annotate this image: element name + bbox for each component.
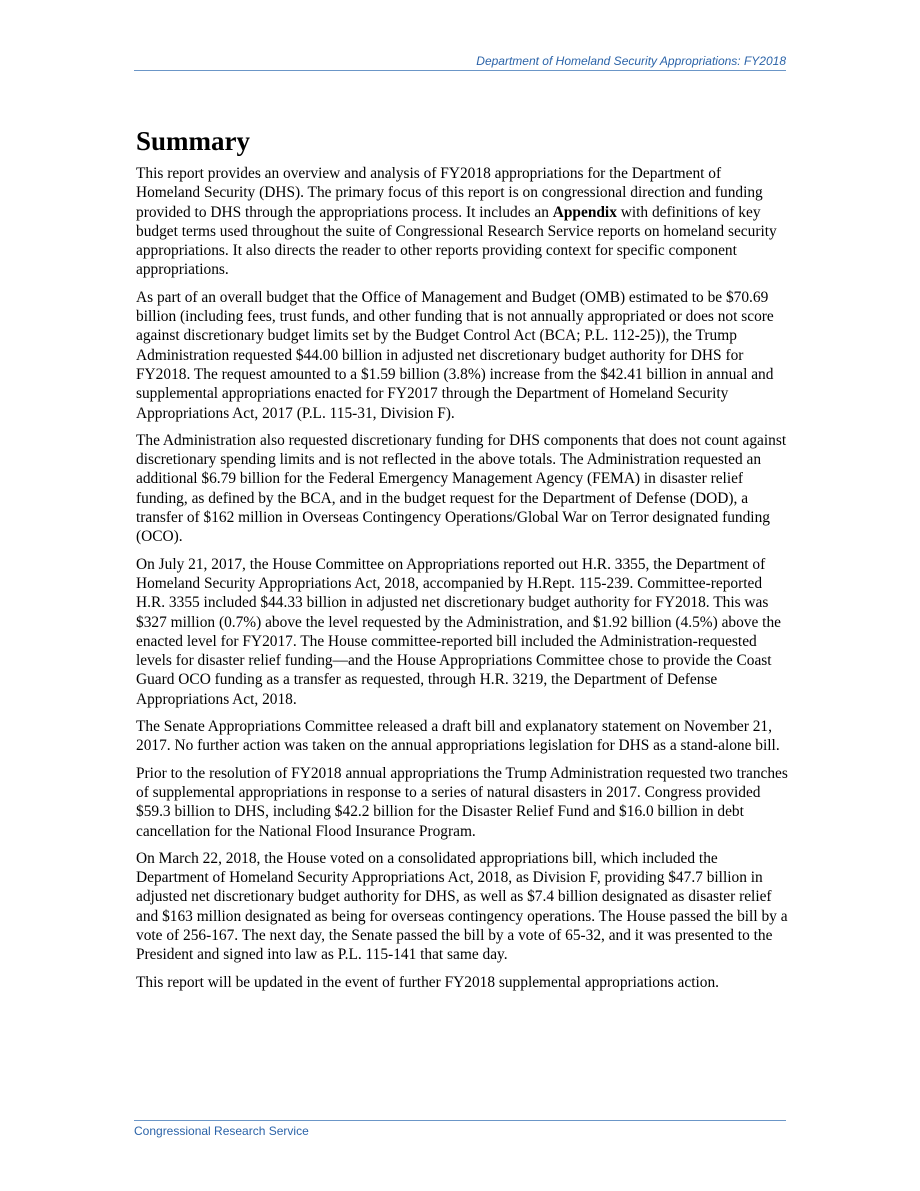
paragraph-overview xyxy=(136,164,788,280)
paragraph-supplemental: Prior to the resolution of FY2018 annual appropriations the Trump Administration requested two tranches of supplemental appropriations in response to a series of natural disasters in 2017. Congress provided $59.3 billion to DHS, including $42.2 billion for the Disaster Relief Fund and $16.0 billion in debt cancellation for the National Flood Insurance Program. xyxy=(136,764,788,840)
running-header-title: Department of Homeland Security Appropriations: FY2018 xyxy=(476,54,786,68)
appendix-reference: Appendix xyxy=(552,203,617,221)
paragraph-update-note: This report will be updated in the event of further FY2018 supplemental appropriations action. xyxy=(136,973,719,991)
paragraph-budget-request: As part of an overall budget that the Office of Management and Budget (OMB) estimated to be $70.69 billion (including fees, trust funds, and other funding that is not annually appropriated or does not score against discretionary budget limits set by the Budget Control Act (BCA; P.L. 112-25)), the Trump Administration requested $44.00 billion in adjusted net discretionary budget authority for DHS for FY2018. The request amounted to a $1.59 billion (3.8%) increase from the $42.41 billion in annual and supplemental appropriations enacted for FY2017 through the Department of Homeland Security Appropriations Act, 2017 (P.L. 115-31, Division F). xyxy=(136,288,774,422)
section-heading: Summary xyxy=(136,126,250,156)
summary-section xyxy=(136,124,788,1000)
paragraph-overview-text-end: with definitions of key budget terms used throughout the suite of Congressional Research Service reports on homeland security appropriations. It also directs the reader to other reports providing context for specific component appropriations. xyxy=(136,203,777,279)
running-header xyxy=(134,54,786,71)
paragraph-overview-text-start: This report provides an overview and analysis of FY2018 appropriations for the Department of Homeland Security (DHS). The primary focus of this report is on congressional direction and funding provided to DHS through the appropriations process. It includes an xyxy=(136,165,763,221)
page-footer xyxy=(134,1120,786,1138)
paragraph-house-committee: On July 21, 2017, the House Committee on Appropriations reported out H.R. 3355, the Department of Homeland Security Appropriations Act, 2018, accompanied by H.Rept. 115-239. Committee-reported H.R. 3355 included $44.33 billion in adjusted net discretionary budget authority for FY2018. This was $327 million (0.7%) above the level requested by the Administration, and $1.92 billion (4.5%) above the enacted level for FY2017. The House committee-reported bill included the Administration-requested levels for disaster relief funding—and the House Appropriations Committee chose to provide the Coast Guard OCO funding as a transfer as requested, through H.R. 3219, the Department of Defense Appropriations Act, 2018. xyxy=(136,555,781,708)
paragraph-senate-committee: The Senate Appropriations Committee released a draft bill and explanatory statement on November 21, 2017. No further action was taken on the annual appropriations legislation for DHS as a stand-alone bill. xyxy=(136,718,780,755)
footer-org: Congressional Research Service xyxy=(134,1124,309,1138)
paragraph-consolidated-bill: On March 22, 2018, the House voted on a consolidated appropriations bill, which included the Department of Homeland Security Appropriations Act, 2018, as Division F, providing $47.7 billion in adjusted net discretionary budget authority for DHS, as well as $7.4 billion designated as disaster relief and $163 million designated as being for overseas contingency operations. The House passed the bill by a vote of 256-167. The next day, the Senate passed the bill by a vote of 65-32, and it was presented to the President and signed into law as P.L. 115-141 that same day. xyxy=(136,849,788,964)
paragraph-additional-funding: The Administration also requested discretionary funding for DHS components that does not count against discretionary spending limits and is not reflected in the above totals. The Administration requested an additional $6.79 billion for the Federal Emergency Management Agency (FEMA) in disaster relief funding, as defined by the BCA, and in the budget request for the Department of Defense (DOD), a transfer of $162 million in Overseas Contingency Operations/Global War on Terror designated funding (OCO). xyxy=(136,431,787,546)
